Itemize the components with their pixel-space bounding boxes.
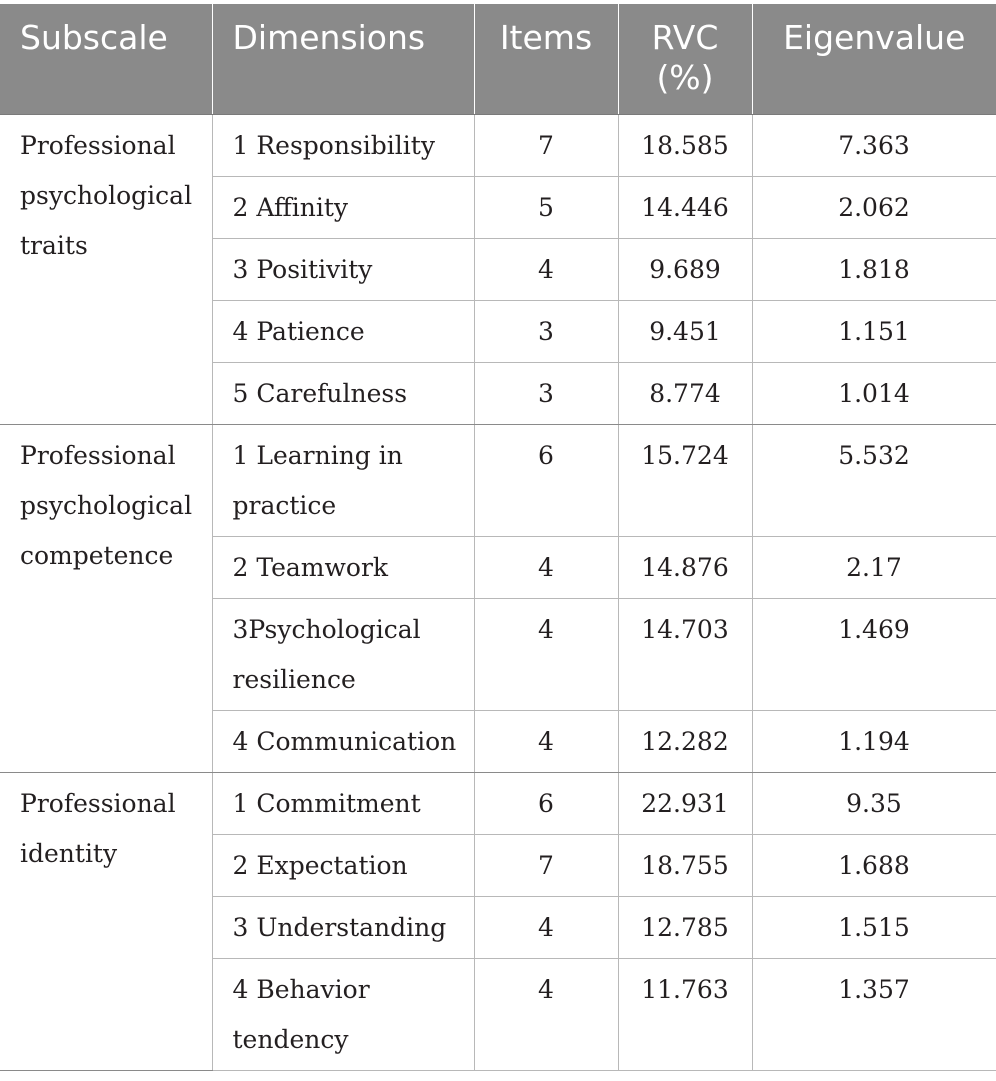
items-cell: 4: [474, 238, 618, 300]
dimension-cell: 4 Communication: [212, 710, 474, 772]
rvc-cell: 14.446: [618, 176, 752, 238]
rvc-cell: 14.703: [618, 598, 752, 710]
header-rvc: RVC (%): [618, 4, 752, 114]
eigenvalue-cell: 9.35: [752, 772, 996, 834]
items-cell: 4: [474, 598, 618, 710]
rvc-cell: 11.763: [618, 958, 752, 1070]
dimension-cell: 3 Understanding: [212, 896, 474, 958]
dimension-cell: 1 Commitment: [212, 772, 474, 834]
dimension-cell: 1 Responsibility: [212, 114, 474, 176]
header-dimensions: Dimensions: [212, 4, 474, 114]
items-cell: 4: [474, 536, 618, 598]
rvc-cell: 14.876: [618, 536, 752, 598]
rvc-cell: 18.585: [618, 114, 752, 176]
factor-analysis-table: [0, 4, 996, 1071]
eigenvalue-cell: 5.532: [752, 424, 996, 536]
items-cell: 3: [474, 362, 618, 424]
table-row: [0, 424, 996, 536]
header-items: Items: [474, 4, 618, 114]
dimension-cell: 2 Teamwork: [212, 536, 474, 598]
items-cell: 6: [474, 424, 618, 536]
eigenvalue-cell: 2.17: [752, 536, 996, 598]
rvc-cell: 12.282: [618, 710, 752, 772]
items-cell: 5: [474, 176, 618, 238]
dimension-cell: 5 Carefulness: [212, 362, 474, 424]
eigenvalue-cell: 1.151: [752, 300, 996, 362]
rvc-cell: 15.724: [618, 424, 752, 536]
eigenvalue-cell: 1.515: [752, 896, 996, 958]
subscale-cell: Professional psychological competence: [0, 424, 212, 772]
items-cell: 7: [474, 834, 618, 896]
rvc-cell: 12.785: [618, 896, 752, 958]
dimension-cell: 2 Affinity: [212, 176, 474, 238]
header-subscale: Subscale: [0, 4, 212, 114]
eigenvalue-cell: 1.688: [752, 834, 996, 896]
eigenvalue-cell: 2.062: [752, 176, 996, 238]
table-row: [0, 114, 996, 176]
items-cell: 4: [474, 896, 618, 958]
items-cell: 7: [474, 114, 618, 176]
subscale-cell: Professional identity: [0, 772, 212, 1070]
dimension-cell: 4 Patience: [212, 300, 474, 362]
header-eigenvalue: Eigenvalue: [752, 4, 996, 114]
rvc-cell: 9.689: [618, 238, 752, 300]
items-cell: 4: [474, 958, 618, 1070]
eigenvalue-cell: 1.469: [752, 598, 996, 710]
items-cell: 6: [474, 772, 618, 834]
dimension-cell: 2 Expectation: [212, 834, 474, 896]
table-header-row: [0, 4, 996, 114]
eigenvalue-cell: 1.357: [752, 958, 996, 1070]
rvc-cell: 22.931: [618, 772, 752, 834]
table-row: [0, 772, 996, 834]
eigenvalue-cell: 7.363: [752, 114, 996, 176]
dimension-cell: 4 Behavior tendency: [212, 958, 474, 1070]
rvc-cell: 9.451: [618, 300, 752, 362]
eigenvalue-cell: 1.014: [752, 362, 996, 424]
rvc-cell: 18.755: [618, 834, 752, 896]
dimension-cell: 3 Positivity: [212, 238, 474, 300]
eigenvalue-cell: 1.194: [752, 710, 996, 772]
items-cell: 4: [474, 710, 618, 772]
dimension-cell: 1 Learning in practice: [212, 424, 474, 536]
rvc-cell: 8.774: [618, 362, 752, 424]
eigenvalue-cell: 1.818: [752, 238, 996, 300]
dimension-cell: 3Psychological resilience: [212, 598, 474, 710]
subscale-cell: Professional psychological traits: [0, 114, 212, 424]
items-cell: 3: [474, 300, 618, 362]
